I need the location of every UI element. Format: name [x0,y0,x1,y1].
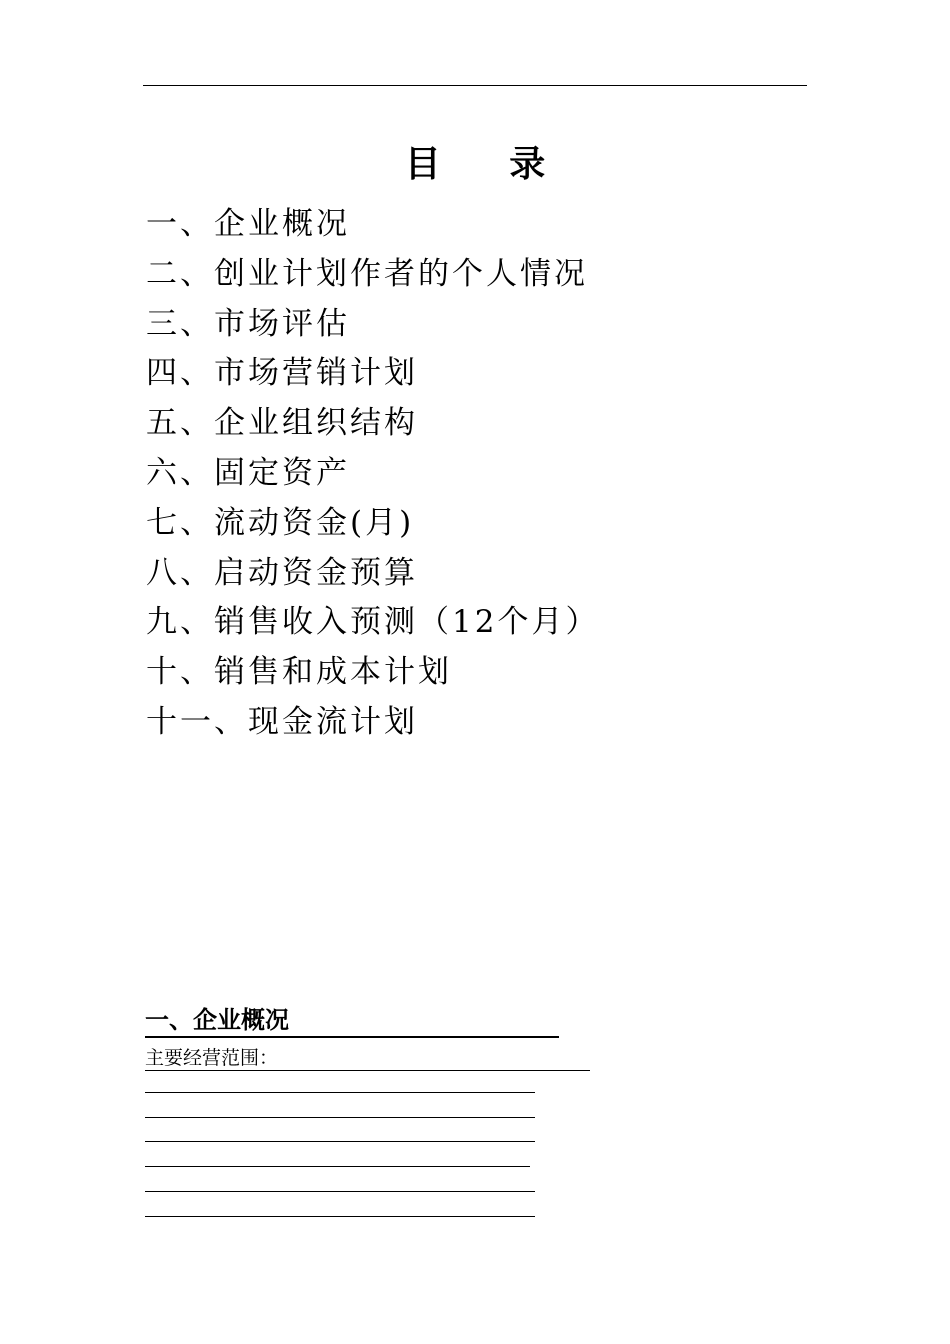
toc-item: 五、企业组织结构 [146,405,418,442]
toc-item: 一、企业概况 [146,206,350,242]
toc-item: 七、流动资金(月) [146,504,415,541]
toc-item: 八、启动资金预算 [146,554,418,591]
toc-item: 六、固定资产 [146,454,350,491]
section-heading: 一、企业概况 [145,1004,559,1038]
blank-answer-line[interactable] [145,1141,535,1142]
blank-answer-line[interactable] [145,1117,535,1118]
blank-answer-line[interactable] [145,1191,535,1192]
toc-item: 十、销售和成本计划 [146,654,452,691]
blank-answer-line[interactable] [145,1166,530,1167]
toc-item: 十一、现金流计划 [146,703,418,740]
toc-list [146,200,599,748]
blank-answer-line[interactable] [145,1216,535,1217]
toc-item: 二、创业计划作者的个人情况 [146,255,588,292]
header-rule [143,85,807,86]
business-scope-label[interactable]: 主要经营范围： [145,1046,590,1071]
toc-title: 目 录 [404,143,574,185]
blank-answer-line[interactable] [145,1092,535,1093]
toc-item: 三、市场评估 [146,305,350,342]
toc-item: 四、市场营销计划 [146,355,418,392]
toc-item: 九、销售收入预测（12个月） [146,604,600,641]
